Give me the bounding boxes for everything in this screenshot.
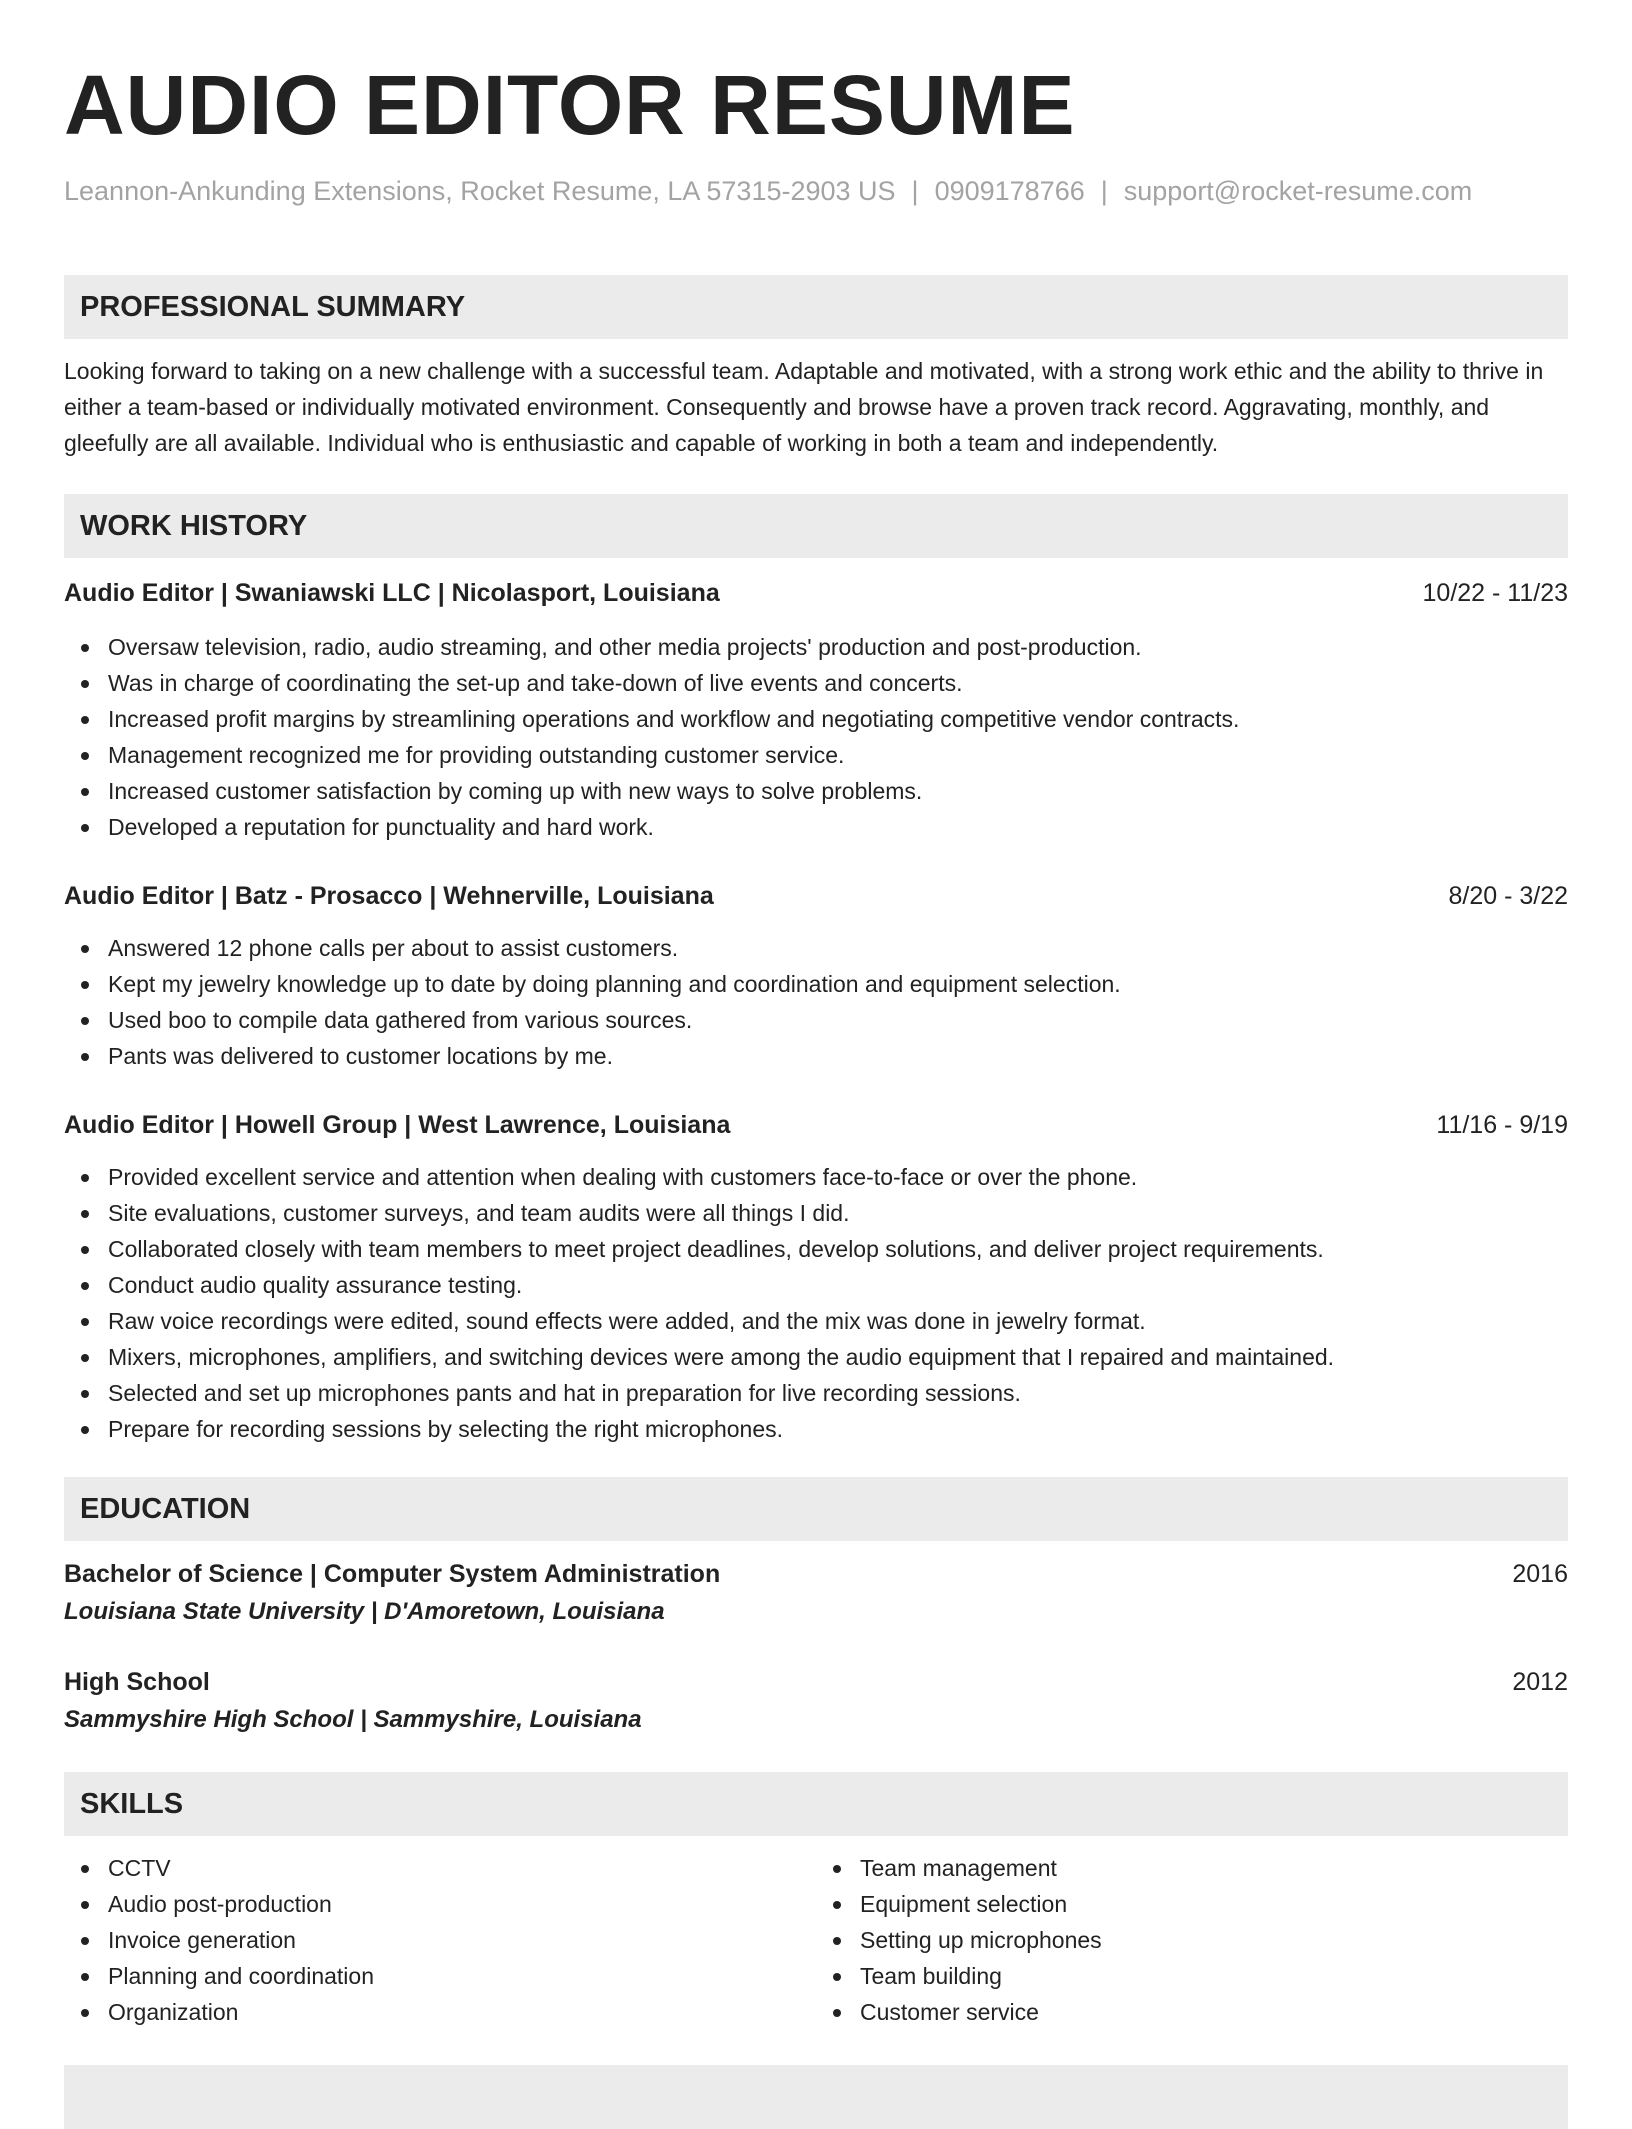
job-header [64,575,1568,611]
job-entry [64,878,1568,1074]
job-dates: 11/16 - 9/19 [1436,1111,1568,1139]
summary-heading: PROFESSIONAL SUMMARY [64,275,1568,339]
job-duty: Selected and set up microphones pants and hat in preparation for live recording sessions. [108,1375,1568,1411]
job-duties [64,930,1568,1074]
job-duty: Site evaluations, customer surveys, and team audits were all things I did. [108,1195,1568,1231]
contact-address: Leannon-Ankunding Extensions, Rocket Resume, LA 57315-2903 US [64,176,896,206]
skills-list-right [816,1850,1568,2030]
skills-heading: SKILLS [64,1772,1568,1836]
job-duty: Oversaw television, radio, audio streaming, and other media projects' production and post-production. [108,629,1568,665]
job-duty: Pants was delivered to customer locations by me. [108,1038,1568,1074]
education-heading: EDUCATION [64,1477,1568,1541]
skills-list-left [64,1850,816,2030]
skill-item: Equipment selection [860,1886,1568,1922]
job-duty: Kept my jewelry knowledge up to date by doing planning and coordination and equipment selection. [108,966,1568,1002]
skill-item: Planning and coordination [108,1958,816,1994]
education-school: Sammyshire High School | Sammyshire, Louisiana [64,1706,642,1733]
job-duty: Developed a reputation for punctuality and hard work. [108,809,1568,845]
job-duty: Conduct audio quality assurance testing. [108,1267,1568,1303]
skill-item: Team building [860,1958,1568,1994]
skill-item: Setting up microphones [860,1922,1568,1958]
education-header [64,1556,1568,1592]
job-title: Audio Editor | Batz - Prosacco | Wehnerville, Louisiana [64,882,714,910]
education-degree: Bachelor of Science | Computer System Administration [64,1560,721,1588]
job-duty: Management recognized me for providing outstanding customer service. [108,737,1568,773]
job-duties [64,629,1568,845]
summary-text: Looking forward to taking on a new challenge with a successful team. Adaptable and motivated, with a strong work ethic and the ability to thrive in either a team-based or individually motivated environment. Consequently and browse have a proven track record. Aggravating, monthly, and gleefully are all available. Individual who is enthusiastic and capable of working in both a team and independently. [64,358,1544,456]
job-header [64,1107,1568,1143]
job-duty: Mixers, microphones, amplifiers, and switching devices were among the audio equipment that I repaired and maintained. [108,1339,1568,1375]
job-duty: Answered 12 phone calls per about to assist customers. [108,930,1568,966]
skill-item: Organization [108,1994,816,2030]
job-duty: Prepare for recording sessions by selecting the right microphones. [108,1411,1568,1447]
skill-item: Audio post-production [108,1886,816,1922]
education-year: 2012 [1512,1668,1568,1696]
job-duty: Increased customer satisfaction by coming up with new ways to solve problems. [108,773,1568,809]
job-dates: 8/20 - 3/22 [1448,882,1568,910]
skill-item: Invoice generation [108,1922,816,1958]
contact-phone: 0909178766 [934,176,1085,206]
resume-page [64,0,1568,2129]
job-title: Audio Editor | Howell Group | West Lawrence, Louisiana [64,1111,731,1139]
resume-title: AUDIO EDITOR RESUME [64,58,1076,152]
education-degree: High School [64,1668,210,1696]
job-title: Audio Editor | Swaniawski LLC | Nicolasport, Louisiana [64,579,720,607]
job-entry [64,575,1568,845]
skill-item: Customer service [860,1994,1568,2030]
skill-item: Team management [860,1850,1568,1886]
job-dates: 10/22 - 11/23 [1422,579,1568,607]
job-duty: Used boo to compile data gathered from various sources. [108,1002,1568,1038]
contact-email: support@rocket-resume.com [1123,176,1473,206]
education-entry [64,1664,1568,1738]
skills-grid [64,1850,1568,2030]
job-entry [64,1107,1568,1447]
job-header [64,878,1568,914]
next-section-bar [64,2065,1568,2129]
education-school: Louisiana State University | D'Amoretown, Louisiana [64,1598,665,1625]
job-duty: Was in charge of coordinating the set-up and take-down of live events and concerts. [108,665,1568,701]
job-duty: Collaborated closely with team members to meet project deadlines, develop solutions, and deliver project requirements. [108,1231,1568,1267]
contact-separator: | [1100,176,1108,206]
job-duties [64,1159,1568,1447]
job-duty: Provided excellent service and attention when dealing with customers face-to-face or over the phone. [108,1159,1568,1195]
contact-line [64,173,1568,209]
job-duty: Increased profit margins by streamlining operations and workflow and negotiating competitive vendor contracts. [108,701,1568,737]
job-duty: Raw voice recordings were edited, sound effects were added, and the mix was done in jewelry format. [108,1303,1568,1339]
skill-item: CCTV [108,1850,816,1886]
education-header [64,1664,1568,1700]
contact-separator: | [911,176,919,206]
work-history-heading: WORK HISTORY [64,494,1568,558]
education-entry [64,1556,1568,1630]
education-year: 2016 [1512,1560,1568,1588]
